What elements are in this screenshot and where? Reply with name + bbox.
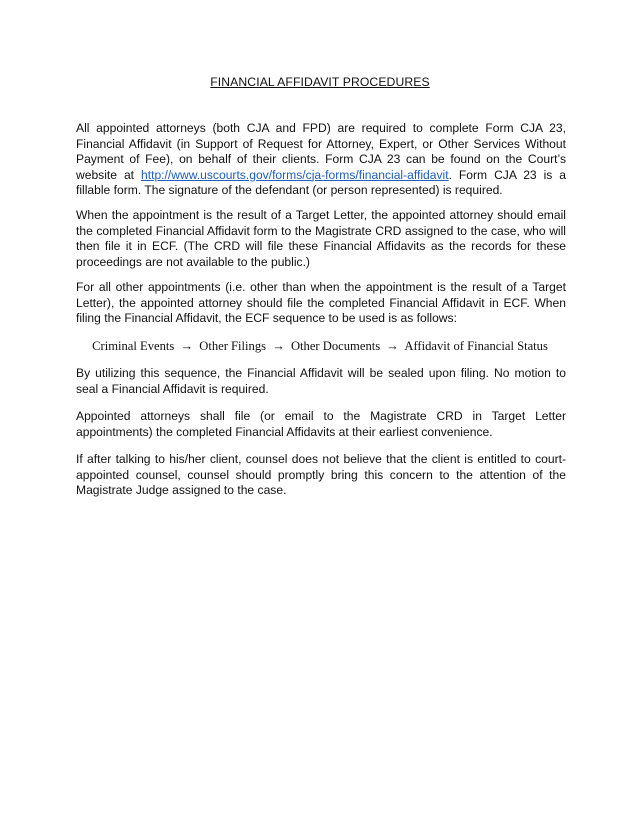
- arrow-right-icon: →: [272, 339, 285, 353]
- paragraph-eligibility-concern: If after talking to his/her client, counsel does not believe that the client is entitled to court-appointed counsel, counsel should promptly bring this concern to the attention of the Magistrate Judge assigned to the case.: [76, 452, 566, 497]
- paragraph-other-appointments: For all other appointments (i.e. other than when the appointment is the result of a Target Letter), the appointed attorney should file the completed Financial Affidavit in ECF. When filing the Financial Affidavit, the ECF sequence to be used is as follows:: [76, 280, 566, 325]
- paragraph-text: All appointed attorneys (both CJA and FPD) are required to complete Form CJA 23, Financial Affidavit (in Support of Request for Attorney, Expert, or Other Services Without Payment of Fee), on behalf of their clients. Form CJA 23 can be found on the Court’s website at: [76, 121, 566, 182]
- document-title: FINANCIAL AFFIDAVIT PROCEDURES: [210, 75, 430, 89]
- sequence-step: Affidavit of Financial Status: [404, 339, 548, 353]
- arrow-right-icon: →: [386, 339, 399, 353]
- paragraph-text: . Form CJA 23 is a fillable form. The signature of the defendant (or person represented) is required.: [76, 167, 567, 197]
- financial-affidavit-link[interactable]: http://www.uscourts.gov/forms/cja-forms/financial-affidavit: [141, 167, 449, 182]
- sequence-step: Other Documents: [290, 339, 381, 353]
- ecf-sequence: [0, 339, 640, 354]
- paragraph-filing-timing: Appointed attorneys shall file (or email to the Magistrate CRD in Target Letter appointments) the completed Financial Affidavits at their earliest convenience.: [76, 409, 566, 439]
- paragraph-target-letter: When the appointment is the result of a Target Letter, the appointed attorney should email the completed Financial Affidavit form to the Magistrate CRD assigned to the case, who will then file it in ECF. (The CRD will file these Financial Affidavits as the records for these proceedings are not available to the public.): [76, 208, 566, 269]
- paragraph-sealing: By utilizing this sequence, the Financial Affidavit will be sealed upon filing. No motion to seal a Financial Affidavit is required.: [76, 366, 566, 396]
- sequence-step: Other Filings: [199, 339, 267, 353]
- paragraph-cja23-requirement: [76, 121, 566, 199]
- arrow-right-icon: →: [180, 339, 194, 353]
- sequence-step: Criminal Events: [92, 339, 175, 353]
